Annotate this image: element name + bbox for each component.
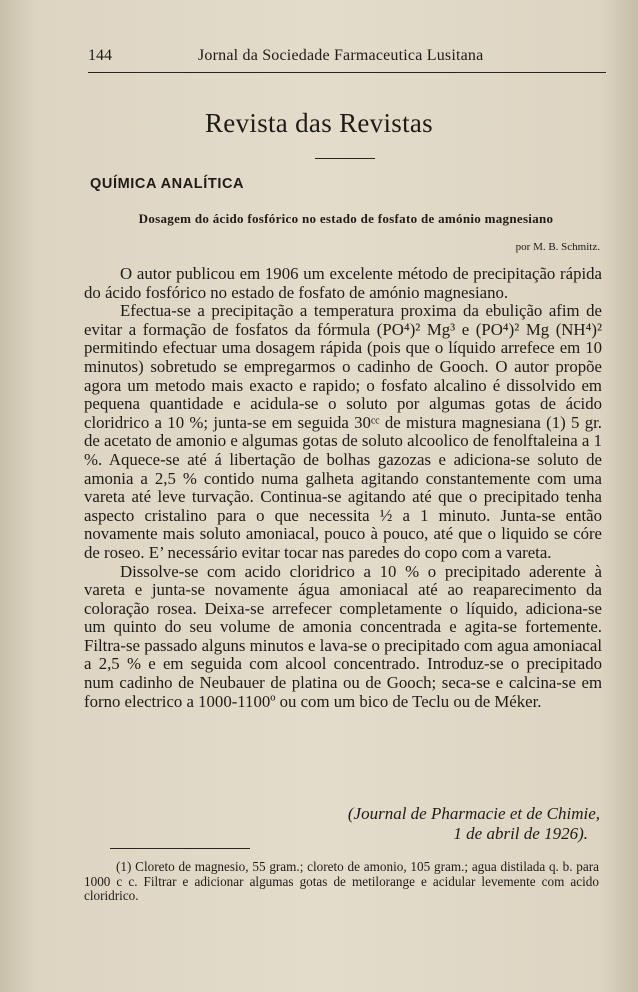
journal-title: Jornal da Sociedade Farmaceutica Lusitana <box>198 47 484 64</box>
subject-heading: QUÍMICA ANALÍTICA <box>90 176 245 192</box>
footnote <box>84 860 599 904</box>
section-title: Revista das Revistas <box>205 108 433 138</box>
source-line: 1 de abril de 1926). <box>453 824 588 843</box>
article-body <box>84 265 602 711</box>
paragraph: O autor publicou em 1906 um excelente método de precipitação rápida do ácido fosfórico no estado de fosfato de amónio magnesiano. <box>84 264 602 302</box>
running-head <box>88 44 606 73</box>
article-author: por M. B. Schmitz. <box>515 241 600 253</box>
footnote-text: (1) Cloreto de magnesio, 55 gram.; cloreto de amonio, 105 gram.; agua distilada q. b. para 1000 c c. Filtrar e adicionar algumas gotas de metilorange e acidular levemente com acido cloridrico. <box>84 859 599 904</box>
article-title: Dosagem do ácido fosfórico no estado de fosfato de amónio magnesiano <box>138 211 554 226</box>
section-divider <box>315 158 375 159</box>
footnote-divider <box>110 848 250 849</box>
page-number: 144 <box>88 47 112 64</box>
article-source <box>290 804 600 844</box>
source-line: (Journal de Pharmacie et de Chimie, <box>347 804 600 823</box>
paragraph: Efectua-se a precipitação a temperatura proxima da ebulição afim de evitar a formação de fosfatos da fórmula (PO⁴)² Mg³ e (PO⁴)² Mg (NH⁴)² permitindo efectuar uma dosagem rápida (pois que o líquido arrefece em 10 minutos) sobretudo se empregarmos o cadinho de Gooch. O autor propõe agora um metodo mais exacto e rapido; o fosfato alcalino é dissolvido em pequena quantidade e acidula-se o soluto por algumas gotas de ácido cloridrico a 10 %; junta-se em seguida 30ᶜᶜ de mistura magnesiana (1) 5 gr. de acetato de amonio e algumas gotas de soluto alcoolico de fenolftaleina a 1 %. Aquece-se até á libertação de bolhas gazozas e adiciona-se soluto de amonia a 2,5 % contido numa galheta agitando constantemente com uma vareta até leve turvação. Continua-se agitando até que o precipitado tenha aspecto cristalino para o que necessita ½ a 1 minuto. Junta-se então novamente mais soluto amoniacal, pouco à pouco, até que o liquido se córe de roseo. E’ necessário evitar tocar nas paredes do copo com a vareta. <box>84 301 602 562</box>
paragraph: Dissolve-se com acido cloridrico a 10 % o precipitado aderente à vareta e junta-se novamente água amoniacal até ao reaparecimento da coloração rosea. Deixa-se arrefecer completamente o líquido, adiciona-se um quinto do seu volume de amonia concentrada e agita-se fortemente. Filtra-se passado alguns minutos e lava-se o precipitado com agua amoniacal a 2,5 % e em seguida com alcool concentrado. Introduz-se o precipitado num cadinho de Neubauer de platina ou de Gooch; seca-se e calcina-se em forno electrico a 1000-1100º ou com um bico de Teclu ou de Méker. <box>84 561 602 711</box>
